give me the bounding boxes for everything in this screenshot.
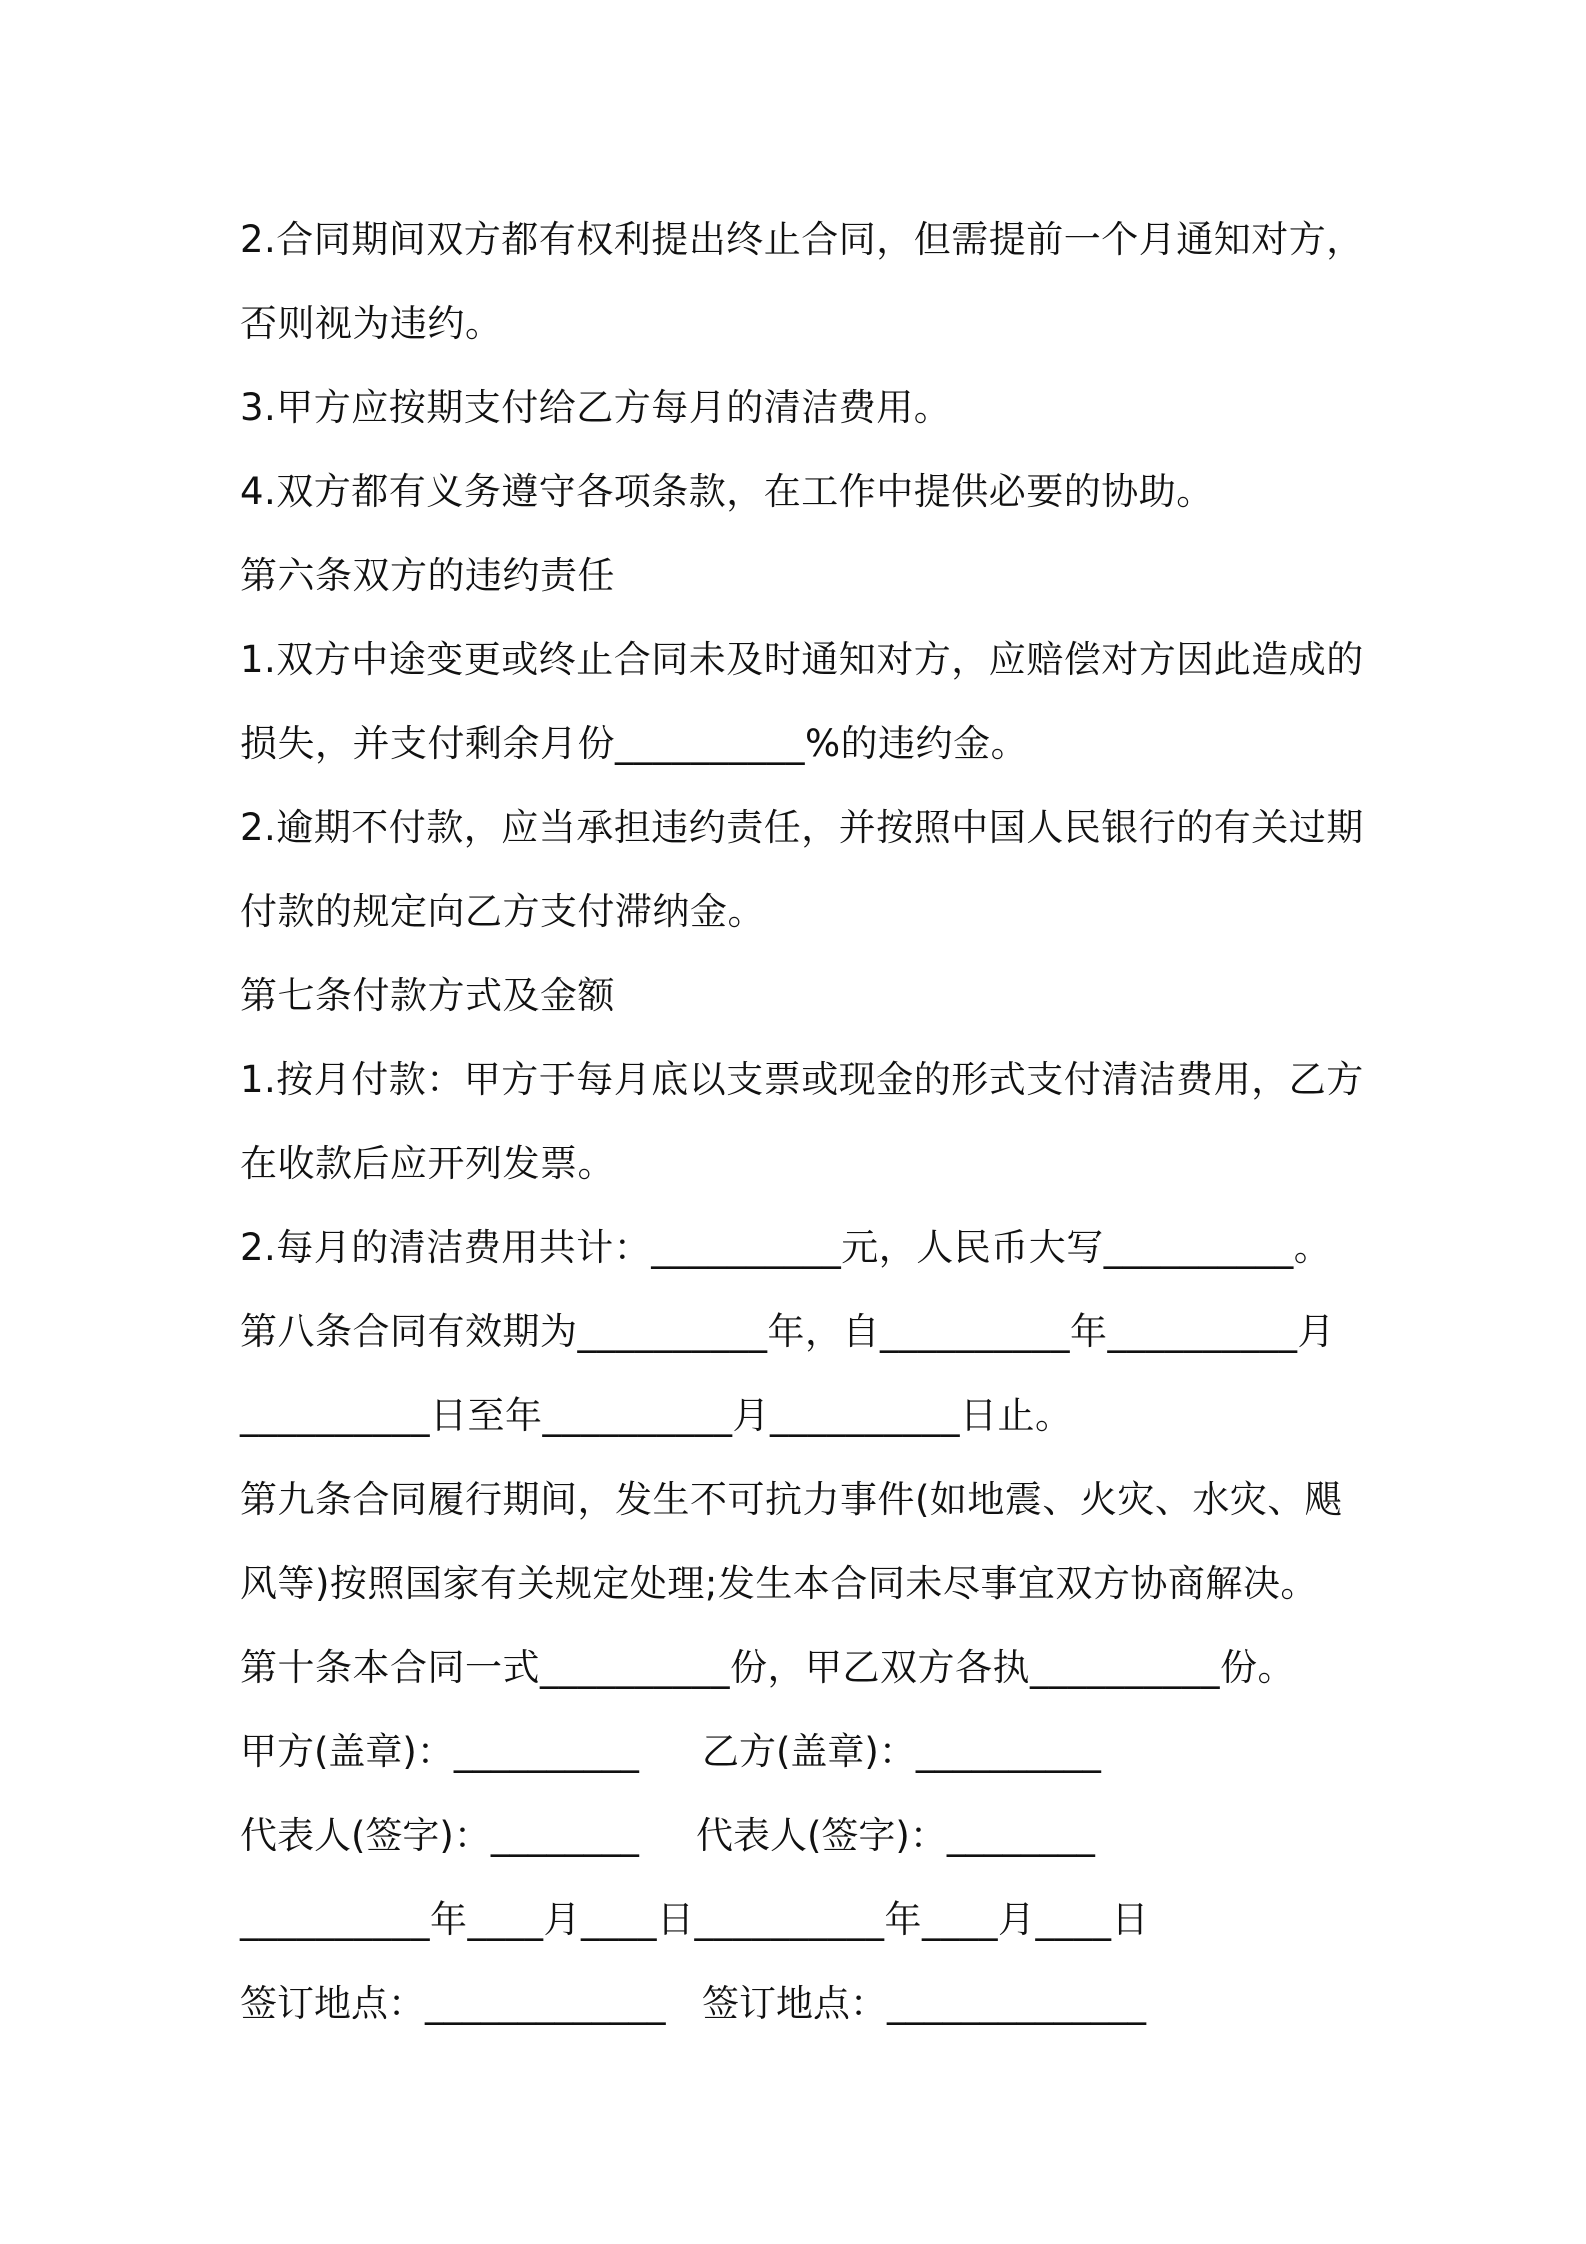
clause-line: 风等)按照国家有关规定处理;发生本合同未尽事宜双方协商解决。 (240, 1562, 1318, 1605)
seal-row (240, 1710, 1370, 1794)
clause-line: 第十条本合同一式__________份，甲乙双方各执__________份。 (240, 1646, 1295, 1689)
clause-line: __________日至年__________月__________日止。 (240, 1394, 1073, 1437)
clause-line: 在收款后应开列发票。 (240, 1142, 615, 1185)
party-b-seal: 乙方(盖章)：__________ (702, 1730, 1101, 1773)
clause-line: 损失，并支付剩余月份__________%的违约金。 (240, 722, 1029, 765)
clause-line: 1.双方中途变更或终止合同未及时通知对方，应赔偿对方因此造成的 (240, 638, 1364, 681)
party-a-representative: 代表人(签字)：________ (240, 1814, 639, 1857)
party-a-seal: 甲方(盖章)：__________ (240, 1730, 639, 1773)
clause-line: 3.甲方应按期支付给乙方每月的清洁费用。 (240, 386, 952, 429)
clause-line: 付款的规定向乙方支付滞纳金。 (240, 890, 765, 933)
clause-line: 2.逾期不付款，应当承担违约责任，并按照中国人民银行的有关过期 (240, 806, 1364, 849)
clause-line: 第九条合同履行期间，发生不可抗力事件(如地震、火灾、水灾、飓 (240, 1478, 1343, 1521)
section-heading: 第七条付款方式及金额 (240, 974, 615, 1017)
clause-line: 否则视为违约。 (240, 302, 503, 345)
clause-line: 第八条合同有效期为__________年，自__________年__________月 (240, 1310, 1335, 1353)
clause-line: 2.每月的清洁费用共计：__________元，人民币大写__________。 (240, 1226, 1332, 1269)
representative-row (240, 1794, 1370, 1878)
signing-place-row (240, 1962, 1370, 2046)
clause-line: 4.双方都有义务遵守各项条款，在工作中提供必要的协助。 (240, 470, 1214, 513)
signing-date-row: __________年____月____日__________年____月____日 (240, 1898, 1149, 1941)
clause-line: 1.按月付款：甲方于每月底以支票或现金的形式支付清洁费用，乙方 (240, 1058, 1364, 1101)
party-b-representative: 代表人(签字)：________ (696, 1814, 1095, 1857)
section-heading: 第六条双方的违约责任 (240, 554, 615, 597)
party-a-signing-place: 签订地点：_____________ (240, 1982, 666, 2025)
party-b-signing-place: 签订地点：______________ (702, 1982, 1146, 2025)
clause-line: 2.合同期间双方都有权利提出终止合同，但需提前一个月通知对方， (240, 218, 1364, 261)
contract-page (240, 198, 1370, 2046)
